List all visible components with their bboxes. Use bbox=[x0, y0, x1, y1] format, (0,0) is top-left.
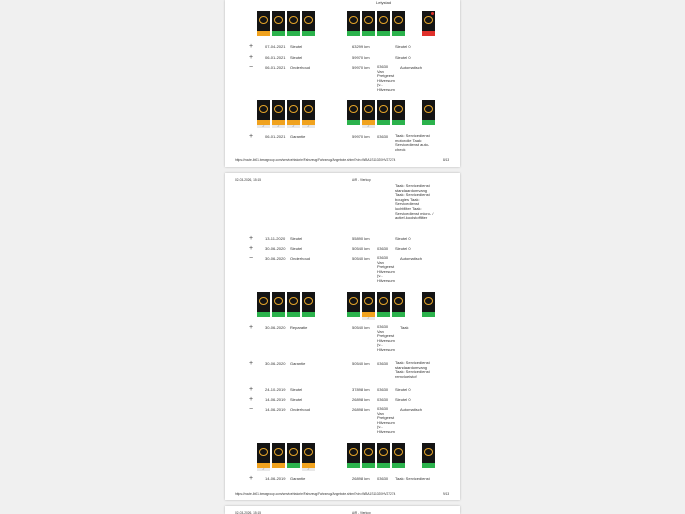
document-page-1 bbox=[225, 0, 460, 167]
brake-fluid-icon: ✓ bbox=[362, 100, 375, 128]
row-km: 55890 km bbox=[352, 236, 370, 241]
row-desc: Automatisch bbox=[400, 65, 423, 70]
footer-url[interactable]: https://route-lb01.bmwgroup.com/servicehistorie/Fahrzeug/Fahrzeug/Angebote.shtml?vin=WBA1S11020HV27274 bbox=[235, 158, 396, 162]
expand-toggle[interactable]: + bbox=[249, 54, 254, 61]
row-date: 06-01-2021 bbox=[265, 55, 286, 60]
expand-toggle[interactable]: + bbox=[249, 235, 254, 242]
row-km: 50540 km bbox=[352, 325, 370, 330]
row-km: 63299 km bbox=[352, 44, 370, 49]
expand-toggle[interactable]: + bbox=[249, 245, 254, 252]
page-header-title: AiR - Vierkop bbox=[352, 178, 371, 182]
brake-icon bbox=[272, 11, 285, 39]
row-dealer: 03630 bbox=[377, 361, 389, 366]
row-date: 30-06-2020 bbox=[265, 256, 286, 261]
row-km: 26898 km bbox=[352, 397, 370, 402]
row-type: Sleutel bbox=[290, 55, 303, 60]
row-km: 26898 km bbox=[352, 476, 370, 481]
expand-toggle[interactable]: + bbox=[249, 386, 254, 393]
collapse-toggle[interactable]: − bbox=[249, 255, 254, 262]
air-filter-icon bbox=[302, 292, 315, 320]
expand-toggle[interactable]: + bbox=[249, 324, 254, 331]
page-header-date: 02-03-2026, 15:15 bbox=[235, 511, 262, 514]
footer-page-number: 9/13 bbox=[443, 492, 450, 496]
row-type: Sleutel bbox=[290, 236, 303, 241]
row-desc: Automatisch bbox=[400, 407, 423, 412]
expand-toggle[interactable]: + bbox=[249, 43, 254, 50]
brake-fluid-icon bbox=[362, 443, 375, 471]
row-date: 14-06-2019 bbox=[265, 407, 286, 412]
row-dealer: 03630 Van Pretgeest Hilversum (v... Hilversum bbox=[377, 406, 395, 434]
microfilter-icon bbox=[377, 292, 390, 320]
row-type: Sleutel bbox=[290, 44, 303, 49]
expand-toggle[interactable]: + bbox=[249, 396, 254, 403]
document-page-3 bbox=[225, 506, 460, 514]
microfilter-icon bbox=[377, 100, 390, 128]
row-date: 30-06-2020 bbox=[265, 361, 286, 366]
row-date: 24-10-2019 bbox=[265, 387, 286, 392]
row-km: 50540 km bbox=[352, 256, 370, 261]
footer-url[interactable]: https://route-lb01.bmwgroup.com/servicehistorie/Fahrzeug/Fahrzeug/Angebote.shtml?vin=WBA1S11020HV27274 bbox=[235, 492, 396, 496]
row-date: 06-01-2021 bbox=[265, 65, 286, 70]
top-text: Letystad bbox=[376, 0, 392, 5]
coolant-icon bbox=[392, 11, 405, 39]
row-km: 59970 km bbox=[352, 134, 370, 139]
row-date: 30-06-2020 bbox=[265, 246, 286, 251]
row-dealer: 03630 Van Pretgeest Hilversum (v... Hilversum bbox=[377, 255, 395, 283]
air-filter-icon: ✓ bbox=[302, 443, 315, 471]
inspection-icon bbox=[422, 443, 435, 471]
brake-icon bbox=[272, 443, 285, 471]
row-date: 07-04-2021 bbox=[265, 44, 286, 49]
engine-oil-icon: ✓ bbox=[257, 443, 270, 471]
engine-oil-icon: ✓ bbox=[257, 100, 270, 128]
collapse-toggle[interactable]: − bbox=[249, 64, 254, 71]
page-header-date: 02-03-2026, 15:15 bbox=[235, 178, 262, 182]
inspection-icon bbox=[422, 11, 435, 39]
microfilter-icon bbox=[377, 11, 390, 39]
brake-icon bbox=[272, 292, 285, 320]
row-type: Sleutel bbox=[290, 397, 303, 402]
row-type: Garantie bbox=[290, 134, 306, 139]
row-dealer: 03630 Van Pretgeest Hilversum (v... Hilversum bbox=[377, 324, 395, 352]
row-dealer: 03630 bbox=[377, 387, 389, 392]
spark-plug-icon: ✓ bbox=[287, 100, 300, 128]
vehicle-check-icon bbox=[347, 100, 360, 128]
coolant-icon bbox=[392, 292, 405, 320]
engine-oil-icon bbox=[257, 11, 270, 39]
expand-toggle[interactable]: + bbox=[249, 133, 254, 140]
air-filter-icon bbox=[302, 11, 315, 39]
engine-oil-icon bbox=[257, 292, 270, 320]
row-dealer: 03630 bbox=[377, 397, 389, 402]
row-type: Onderhoud bbox=[290, 407, 311, 412]
row-type: Garantie bbox=[290, 361, 306, 366]
brake-icon: ✓ bbox=[272, 100, 285, 128]
row-type: Onderhoud bbox=[290, 65, 311, 70]
row-desc: Sleutel 0 bbox=[395, 387, 411, 392]
coolant-icon bbox=[392, 100, 405, 128]
row-type: Reparatie bbox=[290, 325, 308, 330]
spark-plug-icon bbox=[287, 292, 300, 320]
page-header-title: AiR - Vierkop bbox=[352, 511, 371, 514]
row-desc: Sleutel 0 bbox=[395, 55, 411, 60]
row-dealer: 03630 bbox=[377, 246, 389, 251]
row-desc: Sleutel 0 bbox=[395, 397, 411, 402]
brake-fluid-icon bbox=[362, 11, 375, 39]
row-desc: Sleutel 0 bbox=[395, 246, 411, 251]
collapse-toggle[interactable]: − bbox=[249, 406, 254, 413]
row-type: Garantie bbox=[290, 476, 306, 481]
row-km: 50540 km bbox=[352, 361, 370, 366]
row-desc: Sleutel 0 bbox=[395, 44, 411, 49]
service-task-list: Taak: Servicedienst standaardomvang Taak: Servicedienst bougies Taak: Servicedienst luchtfilter Taak: Servicedienst micro- / actief-koolstoffilter bbox=[395, 183, 434, 221]
row-type: Sleutel bbox=[290, 246, 303, 251]
spark-plug-icon bbox=[287, 11, 300, 39]
footer-page-number: 8/13 bbox=[443, 158, 450, 162]
expand-toggle[interactable]: + bbox=[249, 360, 254, 367]
brake-fluid-icon: ✓ bbox=[362, 292, 375, 320]
row-desc: Taak: Servicedienst motorolie Taak: Servicedienst auto-check bbox=[395, 133, 430, 152]
air-filter-icon: ✓ bbox=[302, 100, 315, 128]
row-dealer: 03630 Van Pretgeest Hilversum (v... Hilversum bbox=[377, 64, 395, 92]
row-km: 59970 km bbox=[352, 65, 370, 70]
row-desc: Taak: Servicedienst bbox=[395, 476, 430, 481]
vehicle-check-icon bbox=[347, 292, 360, 320]
row-type: Onderhoud bbox=[290, 256, 311, 261]
row-km: 26898 km bbox=[352, 407, 370, 412]
row-date: 14-06-2019 bbox=[265, 476, 286, 481]
row-dealer: 03630 bbox=[377, 134, 389, 139]
inspection-icon bbox=[422, 292, 435, 320]
document-page-2 bbox=[225, 173, 460, 500]
row-desc: Taak: Servicedienst standaardomvang Taak: Servicedienst remvloeistof bbox=[395, 360, 430, 379]
vehicle-check-icon bbox=[347, 11, 360, 39]
row-desc: Taak bbox=[400, 325, 409, 330]
row-km: 59970 km bbox=[352, 55, 370, 60]
coolant-icon bbox=[392, 443, 405, 471]
row-dealer: 03630 bbox=[377, 476, 389, 481]
row-type: Sleutel bbox=[290, 387, 303, 392]
row-desc: Sleutel 0 bbox=[395, 236, 411, 241]
row-date: 14-06-2019 bbox=[265, 397, 286, 402]
row-km: 37898 km bbox=[352, 387, 370, 392]
row-km: 50540 km bbox=[352, 246, 370, 251]
expand-toggle[interactable]: + bbox=[249, 475, 254, 482]
row-desc: Automatisch bbox=[400, 256, 423, 261]
inspection-icon bbox=[422, 100, 435, 128]
vehicle-check-icon bbox=[347, 443, 360, 471]
microfilter-icon bbox=[377, 443, 390, 471]
row-date: 06-01-2021 bbox=[265, 134, 286, 139]
spark-plug-icon bbox=[287, 443, 300, 471]
row-date: 30-06-2020 bbox=[265, 325, 286, 330]
row-date: 13-11-2020 bbox=[265, 236, 286, 241]
